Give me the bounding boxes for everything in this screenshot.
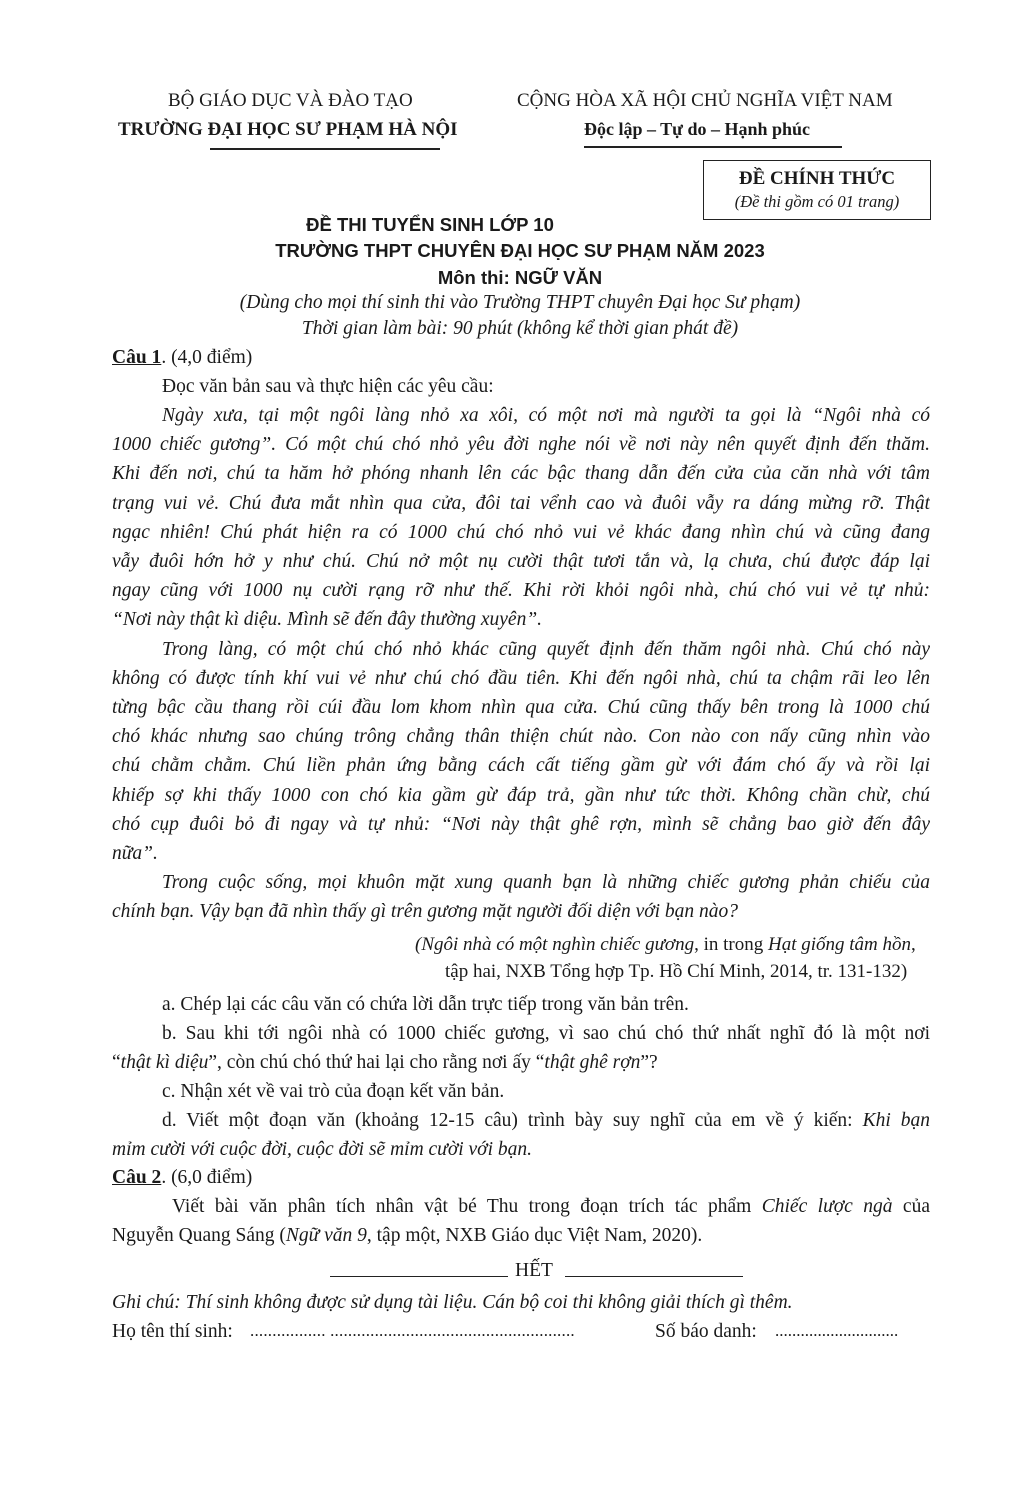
passage-line: 1000 chiếc gương”. Có một chú chó nhỏ yêu đời nghe nói về nơi này nên quyết định đến thăm. <box>112 434 930 456</box>
passage-line: chó khác nhưng sao chúng trông chẳng thân thiện chút nào. Con nào con nấy cũng nhìn vào <box>112 726 930 748</box>
textbook-title: Ngữ văn 9 <box>285 1225 367 1246</box>
motto-underline <box>584 146 842 148</box>
page-count-note: (Đề thi gồm có 01 trang) <box>734 192 900 211</box>
question-1-points: . (4,0 điểm) <box>161 347 253 368</box>
question-1d-line2: mỉm cười với cuộc đời, cuộc đời sẽ mỉm cười với bạn. <box>112 1139 532 1160</box>
source-citation-line1 <box>415 934 916 956</box>
question-1d-text: d. Viết một đoạn văn (khoảng 12-15 câu) trình bày suy nghĩ của em về ý kiến: <box>162 1110 863 1131</box>
passage-line: Trong cuộc sống, mọi khuôn mặt xung quanh bạn là những chiếc gương phản chiếu của <box>162 872 930 894</box>
footer-note: Ghi chú: Thí sinh không được sử dụng tài liệu. Cán bộ coi thi không giải thích gì thêm. <box>112 1292 793 1313</box>
passage-line: ngay cũng với 1000 nụ cười rạng rỡ như thế. Khi rời khỏi ngôi nhà, chú chó vui vẻ tự nhủ: <box>112 580 930 602</box>
question-2-of: của <box>892 1196 930 1217</box>
end-rule-right <box>565 1276 743 1277</box>
motto: Độc lập – Tự do – Hạnh phúc <box>584 119 811 139</box>
question-1b-line1: b. Sau khi tới ngôi nhà có 1000 chiếc gương, vì sao chú chó thứ nhất nghĩ đó là một nơi <box>162 1023 930 1044</box>
passage-line: Khi đến nơi, chú ta hăm hở phóng nhanh lên các bậc thang dẫn đến cửa của căn nhà với tâm <box>112 463 930 485</box>
question-2-text: Viết bài văn phân tích nhân vật bé Thu trong đoạn trích tác phẩm <box>172 1196 762 1217</box>
passage-line: không có được tính khí vui vẻ như chú chó đầu tiên. Khi đến ngôi nhà, chú ta chậm rãi leo lên <box>112 667 930 689</box>
question-2-line2 <box>112 1221 930 1251</box>
country-name: CỘNG HÒA XÃ HỘI CHỦ NGHĨA VIỆT NAM <box>517 90 893 111</box>
university-underline <box>210 148 440 150</box>
candidate-id-label: Số báo danh: <box>655 1321 757 1342</box>
question-2-label: Câu 2 <box>112 1167 162 1188</box>
quote-close: ”? <box>640 1052 658 1073</box>
source-paren: ( <box>415 934 422 955</box>
source-book: Hạt giống tâm hồn <box>767 934 911 955</box>
question-1d-quote-start: Khi bạn <box>862 1110 930 1131</box>
passage-line: chính bạn. Vậy bạn đã nhìn thấy gì trên gương mặt người đối diện với bạn nào? <box>112 901 739 923</box>
work-title: Chiếc lược ngà <box>761 1196 893 1217</box>
exam-school-title: TRƯỜNG THPT CHUYÊN ĐẠI HỌC SƯ PHẠM NĂM 2023 <box>275 240 765 261</box>
question-1-label: Câu 1 <box>112 347 162 368</box>
exam-title: ĐỀ THI TUYỂN SINH LỚP 10 <box>306 214 554 235</box>
candidate-name-label: Họ tên thí sinh: <box>112 1321 233 1342</box>
passage-line: khiếp sợ khi thấy 1000 con chó kia gầm gừ đáp trả, gần như tức thời. Không chần chừ, chú <box>112 784 930 806</box>
source-in: , in trong <box>694 934 768 955</box>
official-exam-box <box>703 160 931 220</box>
passage-line: “Nơi này thật kì diệu. Mình sẽ đến đây thường xuyên”. <box>112 609 543 631</box>
question-1c: c. Nhận xét về vai trò của đoạn kết văn bản. <box>162 1081 505 1102</box>
question-2-points: . (6,0 điểm) <box>161 1167 253 1188</box>
ministry-name: BỘ GIÁO DỤC VÀ ĐÀO TẠO <box>168 90 413 111</box>
source-title: Ngôi nhà có một nghìn chiếc gương <box>421 934 695 955</box>
end-marker: HẾT <box>515 1260 553 1281</box>
question-1a: a. Chép lại các câu văn có chứa lời dẫn trực tiếp trong văn bản trên. <box>162 994 689 1015</box>
passage-line: chó cụp đuôi bỏ đi ngay và tự nhủ: “Nơi này thật ghê rợn, mình sẽ chẳng bao giờ đến đây <box>112 813 930 835</box>
question-2-heading <box>112 1163 930 1193</box>
passage-line: chú chằm chằm. Chú liền phản ứng bằng cách cất tiếng gầm gừ với đám chó ấy và rồi lại <box>112 755 930 777</box>
exam-usage: (Dùng cho mọi thí sinh thi vào Trường THPT chuyên Đại học Sư phạm) <box>239 292 801 313</box>
university-name: TRƯỜNG ĐẠI HỌC SƯ PHẠM HÀ NỘI <box>118 119 458 140</box>
quote-middle: ”, còn chú chó thứ hai lại cho rằng nơi ấy “ <box>208 1052 545 1073</box>
exam-time: Thời gian làm bài: 90 phút (không kể thời gian phát đề) <box>301 318 739 339</box>
textbook-info: , tập một, NXB Giáo dục Việt Nam, 2020). <box>366 1225 703 1246</box>
question-2-line1 <box>172 1192 930 1222</box>
question-1d-line1 <box>162 1106 930 1136</box>
question-1b-line2 <box>112 1048 930 1078</box>
exam-subject: Môn thi: NGỮ VĂN <box>437 267 603 288</box>
passage-line: ngạc nhiên! Chú phát hiện ra có 1000 chú chó nhỏ vui vẻ khác đang nhìn chú và cũng đang <box>112 521 930 543</box>
quote-open: “ <box>112 1052 121 1073</box>
official-label: ĐỀ CHÍNH THỨC <box>738 168 896 189</box>
passage-line: Trong làng, có một chú chó nhỏ khác cũng quyết định đến thăm ngôi nhà. Chú chó này <box>162 638 930 660</box>
source-citation-line2: tập hai, NXB Tổng hợp Tp. Hồ Chí Minh, 2014, tr. 131-132) <box>445 961 908 982</box>
passage-line: Ngày xưa, tại một ngôi làng nhỏ xa xôi, có một nơi mà người ta gọi là “Ngôi nhà có <box>162 405 930 426</box>
candidate-id-dots: ............................. <box>775 1321 899 1340</box>
quote-magical: thật kì diệu <box>120 1052 209 1073</box>
passage-line: vẫy đuôi hớn hở y như chú. Chú nở một nụ cười thật tươi tắn và, lạ chưa, chú được đáp lại <box>112 551 930 572</box>
question-1-heading <box>112 343 930 373</box>
passage-line: trạng vui vẻ. Chú đưa mắt nhìn qua cửa, đôi tai vểnh cao và đuôi vẫy ra dáng mừng rỡ. Thật <box>112 492 930 514</box>
end-rule-left <box>330 1276 508 1277</box>
question-1-intro: Đọc văn bản sau và thực hiện các yêu cầu: <box>162 376 494 397</box>
passage-line: từng bậc cầu thang rồi cúi đầu lom khom nhìn qua cửa. Chú cũng thấy bên trong là 1000 chú <box>112 697 930 718</box>
source-comma: , <box>911 934 916 955</box>
quote-scary: thật ghê rợn <box>544 1052 641 1073</box>
author-name: Nguyễn Quang Sáng ( <box>112 1225 286 1246</box>
passage-line: nữa”. <box>112 843 158 864</box>
candidate-name-dots: ................. ....................................................... <box>250 1321 575 1340</box>
